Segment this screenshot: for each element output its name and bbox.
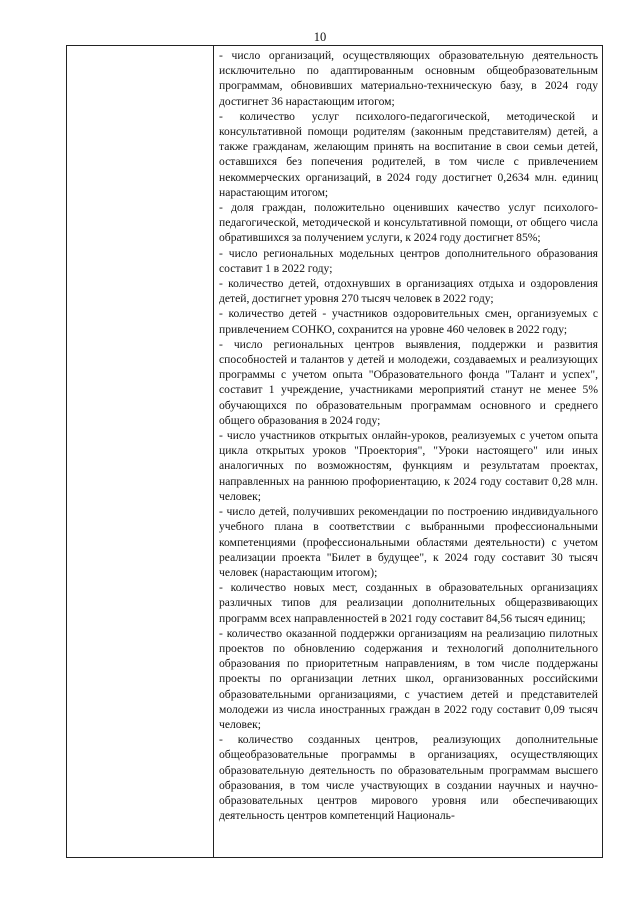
list-item: - число региональных модельных центров дополнительного образования составит 1 в 2022 году; <box>219 246 598 275</box>
table-right-column <box>214 46 602 857</box>
list-item: - количество детей - участников оздоровительных смен, организуемых с привлечением СОНКО, сохранится на уровне 460 человек в 2022 году; <box>219 307 598 336</box>
list-item: - количество оказанной поддержки организациям на реализацию пилотных проектов по обновлению содержания и технологий дополнительного образования по приоритетным направлениям, в том числе поддержаны проекты по организации летних школ, организованных российскими образовательными организациями, с участием детей и представителей молодежи из числа иностранных граждан в 2022 году составит 0,09 тысяч человек; <box>219 626 598 731</box>
list-item: - количество детей, отдохнувших в организациях отдыха и оздоровления детей, достигнет уровня 270 тысяч человек в 2022 году; <box>219 277 598 306</box>
list-item: - количество услуг психолого-педагогической, методической и консультативной помощи родителям (законным представителям) детей, а также гражданам, желающим принять на воспитание в свои семьи детей, оставшихся без попечения родителей, в том числе с привлечением некоммерческих организаций, в 2024 году достигнет 0,2634 млн. единиц нарастающим итогом; <box>219 109 598 199</box>
document-table <box>66 45 603 858</box>
list-item: - количество созданных центров, реализующих дополнительные общеобразовательные программы в организациях, осуществляющих образовательную деятельность по образовательным программам высшего образования, в том числе участвующих в создании научных и научно-образовательных центров мирового уровня или обеспечивающих деятельность центров компетенций Националь- <box>219 733 598 823</box>
list-item: - число организаций, осуществляющих образовательную деятельность исключительно по адаптированным основным общеобразовательным программам, обновивших материально-техническую базу, в 2024 году достигнет 36 нарастающим итогом; <box>219 49 598 108</box>
list-item: - число детей, получивших рекомендации по построению индивидуального учебного плана в соответствии с выбранными профессиональными компетенциями (профессиональными областями деятельности) с учетом реализации проекта "Билет в будущее", к 2024 году составит 30 тысяч человек (нарастающим итогом); <box>219 505 598 579</box>
page-number: 10 <box>313 30 327 44</box>
list-item: - доля граждан, положительно оценивших качество услуг психолого-педагогической, методической и консультативной помощи, от общего числа обратившихся за получением услуги, к 2024 году достигнет 85%; <box>219 201 598 245</box>
list-item: - число участников открытых онлайн-уроков, реализуемых с учетом опыта цикла открытых уроков "Проектория", "Уроки настоящего" или иных аналогичных по возможностям, функциям и результатам проектах, направленных на раннюю профориентацию, к 2024 году составит 0,28 млн. человек; <box>219 429 598 503</box>
list-item: - количество новых мест, созданных в образовательных организациях различных типов для реализации дополнительных общеразвивающих программ всех направленностей в 2021 году составит 84,56 тысяч единиц; <box>219 581 598 625</box>
list-item: - число региональных центров выявления, поддержки и развития способностей и талантов у детей и молодежи, создаваемых и реализующих программы с учетом опыта "Образовательного фонда "Талант и успех", составит 1 учреждение, участниками мероприятий станут не менее 5% обучающихся по образовательным программам основного и среднего общего образования в 2024 году; <box>219 337 598 427</box>
table-left-column <box>67 46 214 857</box>
